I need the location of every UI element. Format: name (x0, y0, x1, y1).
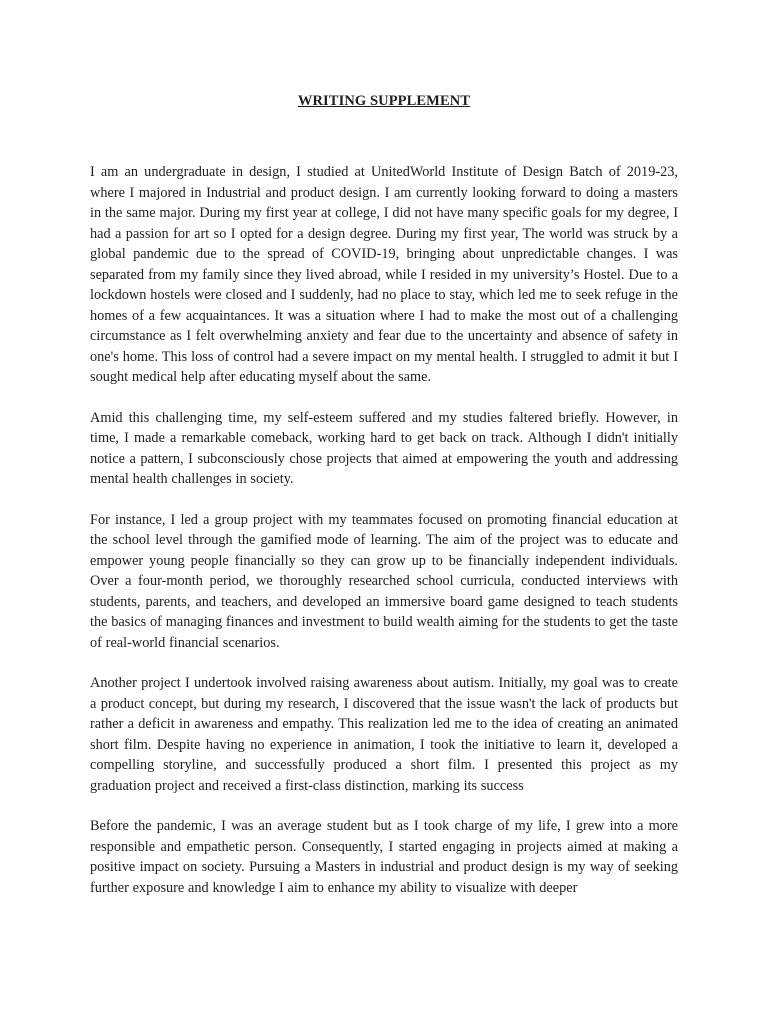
document-title: WRITING SUPPLEMENT (297, 93, 471, 109)
paragraph-2: Amid this challenging time, my self-esteem suffered and my studies faltered briefly. However, in time, I made a remarkable comeback, working hard to get back on track. Although I didn't initially notice a pattern, I subconsciously chose projects that aimed at empowering the youth and addressing mental health challenges in society. (90, 409, 678, 487)
document-body (90, 93, 678, 918)
paragraph-1: I am an undergraduate in design, I studied at UnitedWorld Institute of Design Batch of 2019-23, where I majored in Industrial and product design. I am currently looking forward to doing a masters in the same major. During my first year at college, I did not have many specific goals for my degree, I had a passion for art so I opted for a design degree. During my first year, The world was struck by a global pandemic due to the spread of COVID-19, bringing about unpredictable changes. I was separated from my family since they lived abroad, while I resided in my university’s Hostel. Due to a lockdown hostels were closed and I suddenly, had no place to stay, which led me to seek refuge in the homes of a few acquaintances. It was a situation where I had to make the most out of a challenging circumstance as I felt overwhelming anxiety and fear due to the uncertainty and absence of safety in one's home. This loss of control had a severe impact on my mental health. I struggled to admit it but I sought medical help after educating myself about the same. (90, 164, 678, 385)
paragraph-3: For instance, I led a group project with my teammates focused on promoting financial education at the school level through the gamified mode of learning. The aim of the project was to educate and empower young people financially so they can grow up to be financially independent individuals. Over a four-month period, we thoroughly researched school curricula, conducted interviews with students, parents, and teachers, and developed an immersive board game designed to teach students the basics of managing finances and investment to build wealth aiming for the students to get the taste of real-world financial scenarios. (90, 511, 678, 651)
paragraph-5: Before the pandemic, I was an average student but as I took charge of my life, I grew into a more responsible and empathetic person. Consequently, I started engaging in projects aimed at making a positive impact on society. Pursuing a Masters in industrial and product design is my way of seeking further exposure and knowledge I aim to enhance my ability to visualize with deeper (90, 818, 678, 896)
paragraph-4: Another project I undertook involved raising awareness about autism. Initially, my goal was to create a product concept, but during my research, I discovered that the issue wasn't the lack of products but rather a deficit in awareness and empathy. This realization led me to the idea of creating an animated short film. Despite having no experience in animation, I took the initiative to learn it, developed a compelling storyline, and successfully produced a short film. I presented this project as my graduation project and received a first-class distinction, marking its success (90, 675, 678, 794)
